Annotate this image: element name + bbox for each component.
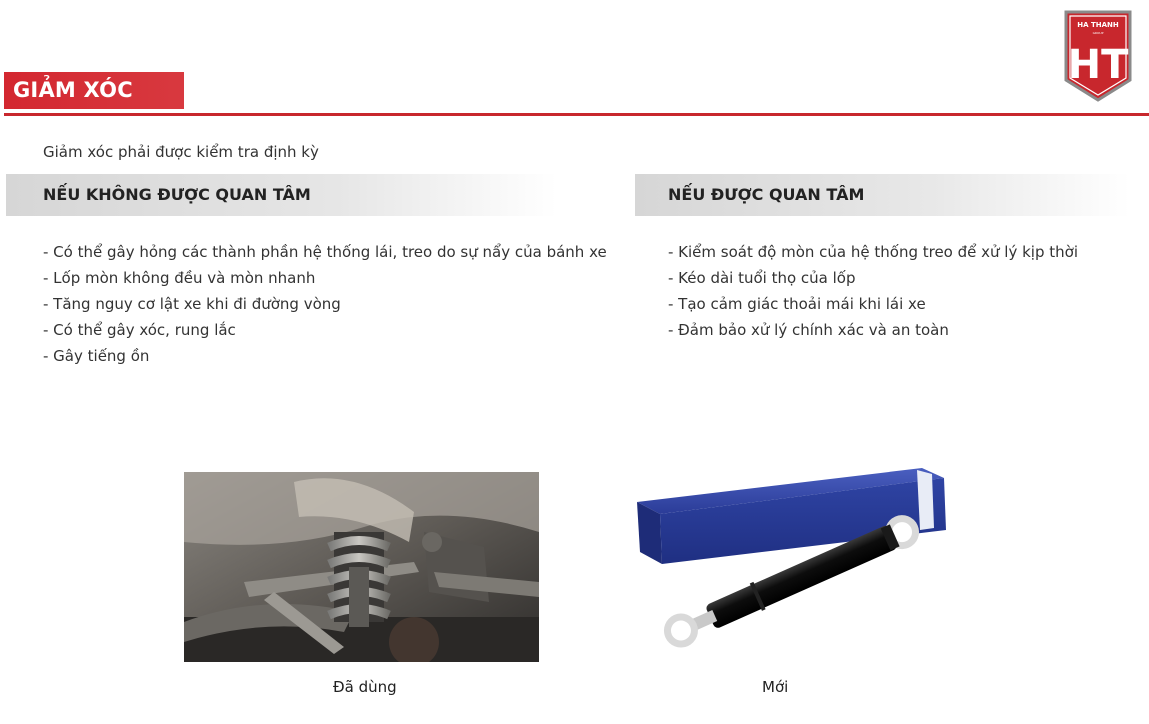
logo-text: HA THANH [1077,21,1119,29]
list-item: - Kéo dài tuổi thọ của lốp [668,269,856,287]
new-caption: Mới [762,678,789,696]
ha-thanh-logo [1062,8,1134,104]
list-item: - Có thể gây hỏng các thành phần hệ thống lái, treo do sự nẩy của bánh xe [43,243,607,261]
neglected-consequences-list [43,239,607,369]
svg-text:GROUP: GROUP [1092,31,1104,35]
list-item: - Kiểm soát độ mòn của hệ thống treo để xử lý kịp thời [668,243,1078,261]
used-shock-absorber-photo [184,472,539,662]
logo-letters: HT [1067,42,1129,88]
new-shock-absorber-photo [632,460,952,650]
list-item: - Tạo cảm giác thoải mái khi lái xe [668,295,926,313]
page-title: GIẢM XÓC [4,72,184,109]
list-item: - Có thể gây xóc, rung lắc [43,321,236,339]
list-item: - Tăng nguy cơ lật xe khi đi đường vòng [43,295,341,313]
list-item: - Lốp mòn không đều và mòn nhanh [43,269,316,287]
maintained-benefits-list [668,239,1078,343]
list-item: - Đảm bảo xử lý chính xác và an toàn [668,321,949,339]
section-heading-maintained: NẾU ĐƯỢC QUAN TÂM [635,174,1130,216]
section-heading-neglected: NẾU KHÔNG ĐƯỢC QUAN TÂM [6,174,557,216]
intro-text: Giảm xóc phải được kiểm tra định kỳ [43,143,319,161]
list-item: - Gây tiếng ồn [43,347,150,365]
title-divider [4,113,1149,116]
used-caption: Đã dùng [333,678,397,696]
